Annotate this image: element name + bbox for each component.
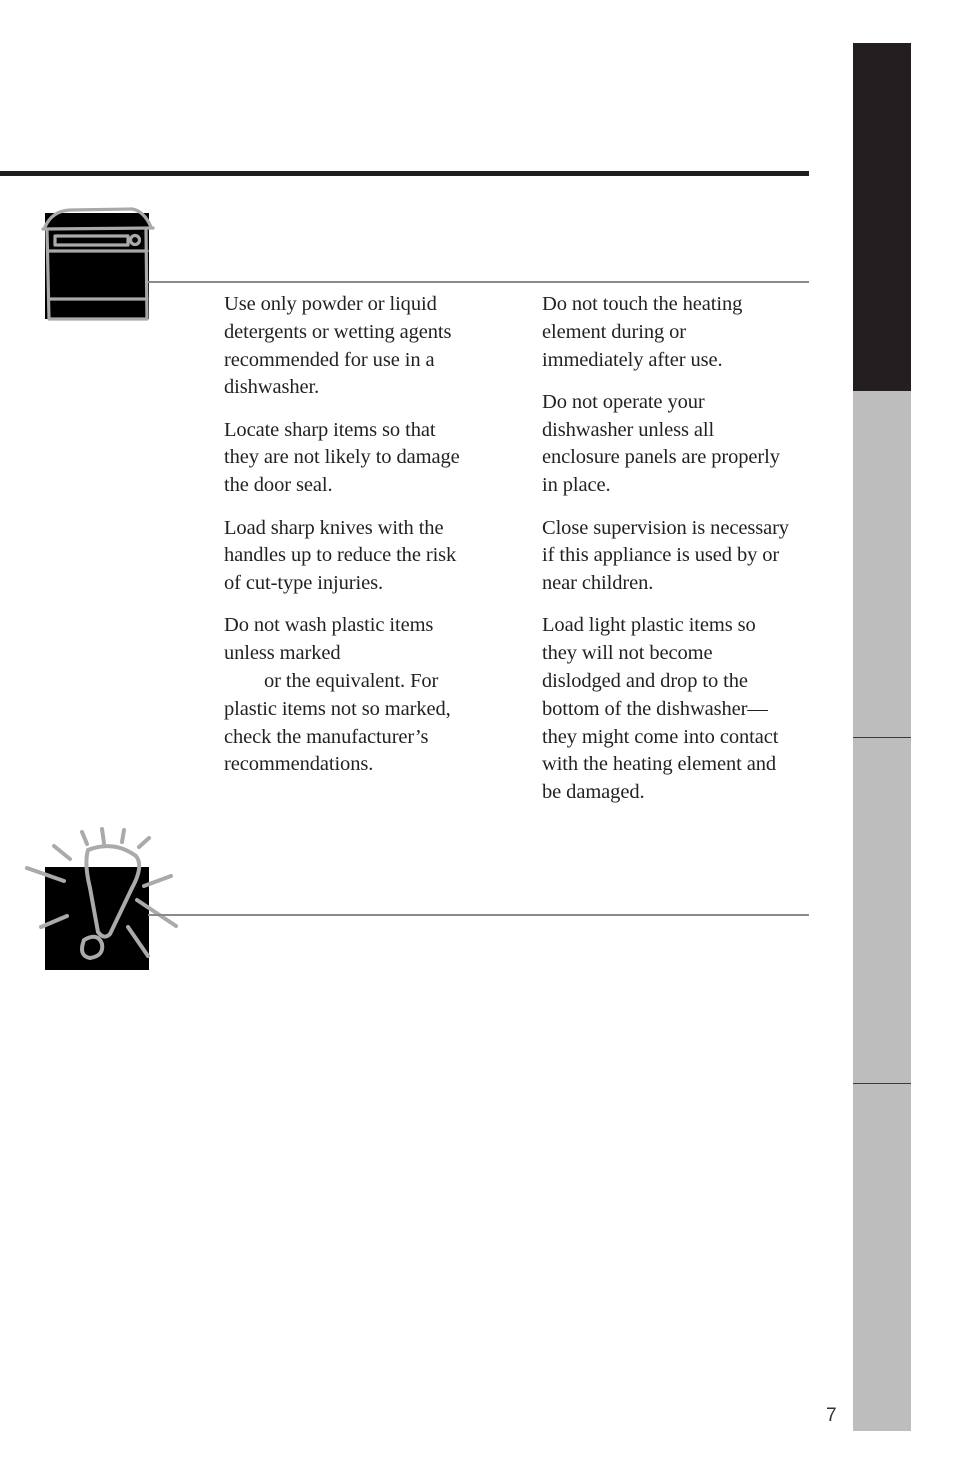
page-number: 7 [826,1405,837,1426]
section-rule-1 [148,281,809,283]
section-rule-2 [148,914,809,916]
side-tab-active [853,43,911,391]
left-column [224,291,514,794]
paragraph: Close supervision is necessary if this appliance is used by or near children. [542,516,789,595]
dishwasher-icon [40,203,156,325]
paragraph: Load light plastic items so they will not become dislodged and drop to the bottom of the dishwasher— they might come into contact with the heating element and be damaged. [542,614,779,804]
exclamation-icon [24,826,180,972]
side-tab [853,391,911,738]
paragraph: Load sharp knives with the handles up to reduce the risk of cut-type injuries. [224,516,457,595]
paragraph: Use only powder or liquid detergents or wetting agents recommended for use in a dishwasher. [224,293,452,399]
paragraph: Do not operate your dishwasher unless all enclosure panels are properly in place. [542,390,780,497]
paragraph: Do not touch the heating element during or immediately after use. [542,293,743,371]
paragraph: Locate sharp items so that they are not likely to damage the door seal. [224,418,460,497]
paragraph: Do not wash plastic items unless marked or the equivalent. For plastic items not so marked, check the manufacturer’s recommendations. [224,614,451,776]
right-column [542,291,817,822]
top-rule [0,171,809,176]
side-tab [853,1084,911,1431]
side-tab [853,738,911,1084]
